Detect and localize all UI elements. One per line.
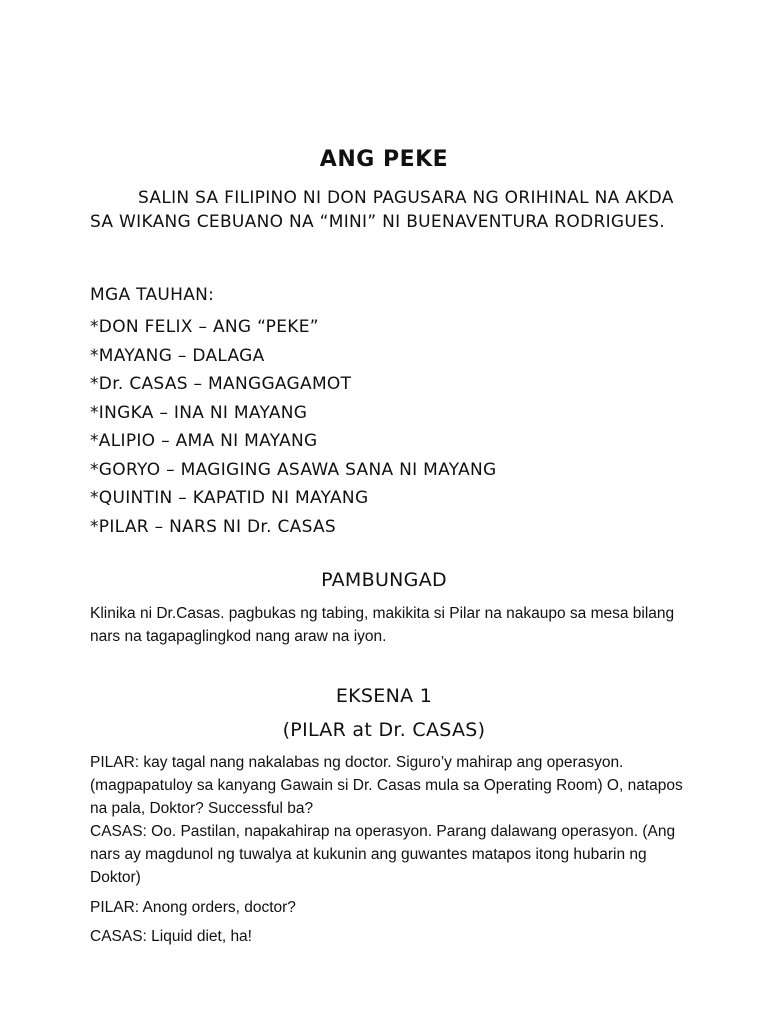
cast-item: *ALIPIO – AMA NI MAYANG — [90, 431, 318, 451]
document-title: ANG PEKE — [319, 147, 449, 172]
cast-item: *GORYO – MAGIGING ASAWA SANA NI MAYANG — [90, 459, 497, 480]
translation-note-text: SALIN SA FILIPINO NI DON PAGUSARA NG ORIHINAL NA AKDA SA WIKANG CEBUANO NA “MINI” NI BUENAVENTURA RODRIGUES. — [90, 188, 674, 232]
pambungad-heading: PAMBUNGAD — [321, 569, 447, 591]
scene-characters: (PILAR at Dr. CASAS) — [282, 719, 486, 741]
cast-list — [90, 313, 497, 541]
cast-item: *MAYANG – DALAGA — [90, 345, 265, 366]
cast-item: *INGKA – INA NI MAYANG — [90, 402, 308, 423]
dialogue-line: PILAR: kay tagal nang nakalabas ng doctor. Siguro’y mahirap ang operasyon. (magpapatuloy sa kanyang Gawain si Dr. Casas mula sa Operating Room) O, natapos na pala, Doktor? Successful ba? — [90, 754, 683, 817]
dialogue-line: CASAS: Oo. Pastilan, napakahirap na operasyon. Parang dalawang operasyon. (Ang nars ay magdunol ng tuwalya at kukunin ang guwantes matapos itong hubarin ng Doktor) — [90, 823, 676, 886]
translation-note — [90, 186, 690, 234]
dialogue-line: CASAS: Liquid diet, ha! — [90, 928, 252, 945]
pambungad-text: Klinika ni Dr.Casas. pagbukas ng tabing, makikita si Pilar na nakaupo sa mesa bilang nars na tagapaglingkod nang araw na iyon. — [90, 605, 675, 645]
dialogue-line: PILAR: Anong orders, doctor? — [90, 899, 296, 916]
cast-item: *DON FELIX – ANG “PEKE” — [90, 317, 319, 337]
cast-item: *Dr. CASAS – MANGGAGAMOT — [90, 374, 352, 394]
cast-item: *QUINTIN – KAPATID NI MAYANG — [90, 488, 369, 508]
cast-item: *PILAR – NARS NI Dr. CASAS — [90, 516, 337, 537]
cast-heading: MGA TAUHAN: — [90, 285, 215, 305]
scene-heading: EKSENA 1 — [335, 685, 433, 707]
